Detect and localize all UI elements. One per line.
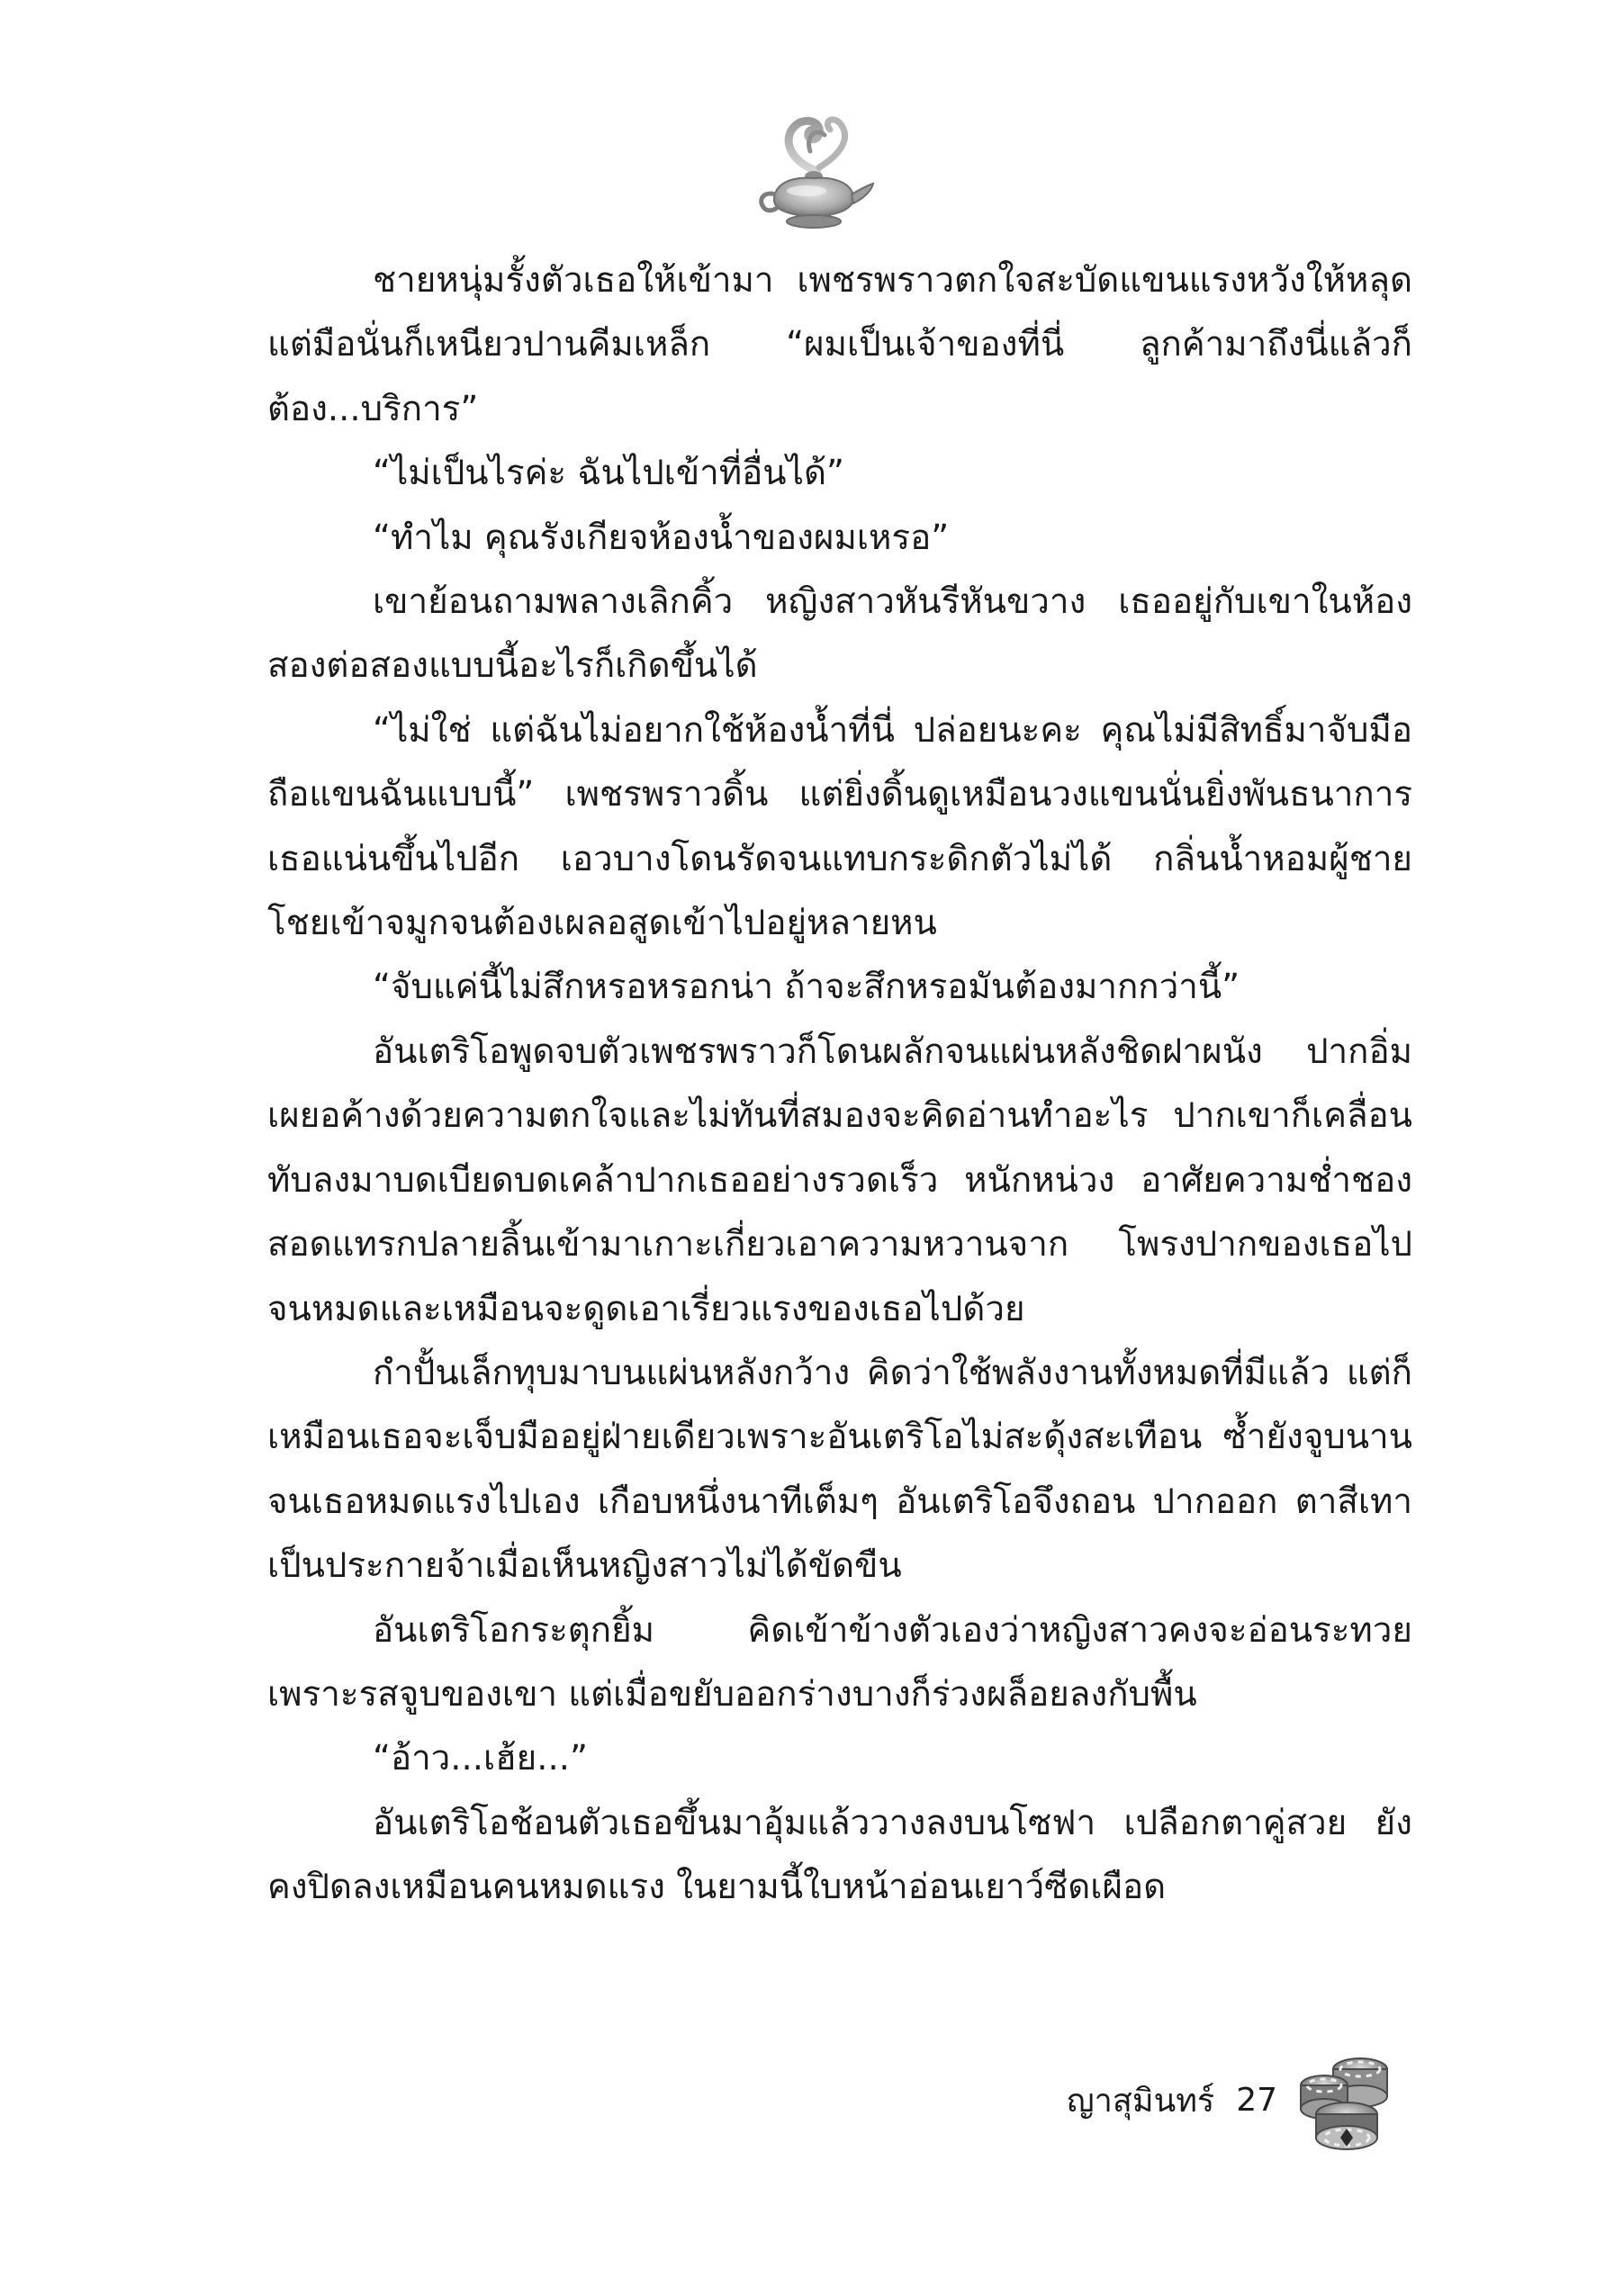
paragraph: “ทำไม คุณรังเกียจห้องน้ำของผมเหรอ” [373, 517, 950, 558]
chapter-body [267, 248, 1412, 1920]
author-name: ญาสุมินทร์ [1067, 2082, 1215, 2120]
paragraph: อันเตริโอพูดจบตัวเพชรพราวก็โดนผลักจนแผ่นหลังชิดฝาผนัง ปากอิ่มเผยอค้างด้วยความตกใจและไม่ทันที่สมองจะคิดอ่านทำอะไร ปากเขาก็เคลื่อนทับลงมาบดเบียดบดเคล้าปากเธออย่างรวดเร็ว หนักหน่วง อาศัยความช่ำชองสอดแทรกปลายลิ้นเข้ามาเกาะเกี่ยวเอาความหวานจาก โพรงปากของเธอไปจนหมดและเหมือนจะดูดเอาเรี่ยวแรงของเธอไปด้วย [267, 1031, 1412, 1329]
paragraph: “อ้าว...เฮ้ย...” [373, 1738, 588, 1779]
genie-lamp-icon [754, 108, 876, 234]
paragraph: “ไม่ใช่ แต่ฉันไม่อยากใช้ห้องน้ำที่นี่ ปล่อยนะคะ คุณไม่มีสิทธิ์มาจับมือถือแขนฉันแบบนี้” เพชรพราวดิ้น แต่ยิ่งดิ้นดูเหมือนวงแขนนั่นยิ่งพันธนาการเธอแน่นขึ้นไปอีก เอวบางโดนรัดจนแทบกระดิกตัวไม่ได้ กลิ่นน้ำหอมผู้ชายโชยเข้าจมูกจนต้องเผลอสูดเข้าไปอยู่หลายหน [267, 709, 1412, 944]
casino-chips-icon [1297, 2049, 1396, 2150]
paragraph: เขาย้อนถามพลางเลิกคิ้ว หญิงสาวหันรีหันขวาง เธออยู่กับเขาในห้องสองต่อสองแบบนี้อะไรก็เกิดขึ้นได้ [267, 581, 1412, 687]
paragraph: “ไม่เป็นไรค่ะ ฉันไปเข้าที่อื่นได้” [373, 453, 844, 494]
page-footer [1067, 2059, 1396, 2140]
paragraph: “จับแค่นี้ไม่สึกหรอหรอกน่า ถ้าจะสึกหรอมันต้องมากกว่านี้” [373, 967, 1240, 1008]
page-number: 27 [1236, 2081, 1278, 2119]
paragraph: ชายหนุ่มรั้งตัวเธอให้เข้ามา เพชรพราวตกใจสะบัดแขนแรงหวังให้หลุด แต่มือนั่นก็เหนียวปานคีมเหล็ก “ผมเป็นเจ้าของที่นี่ ลูกค้ามาถึงนี่แล้วก็ต้อง...บริการ” [267, 260, 1412, 429]
paragraph: กำปั้นเล็กทุบมาบนแผ่นหลังกว้าง คิดว่าใช้พลังงานทั้งหมดที่มีแล้ว แต่ก็เหมือนเธอจะเจ็บมืออยู่ฝ่ายเดียวเพราะอันเตริโอไม่สะดุ้งสะเทือน ซ้ำยังจูบนานจนเธอหมดแรงไปเอง เกือบหนึ่งนาทีเต็มๆ อันเตริโอจึงถอน ปากออก ตาสีเทาเป็นประกายจ้าเมื่อเห็นหญิงสาวไม่ได้ขัดขืน [267, 1352, 1412, 1587]
paragraph: อันเตริโอช้อนตัวเธอขึ้นมาอุ้มแล้ววางลงบนโซฟา เปลือกตาคู่สวย ยังคงปิดลงเหมือนคนหมดแรง ในยามนี้ใบหน้าอ่อนเยาว์ซีดเผือด [267, 1802, 1412, 1908]
paragraph: อันเตริโอกระตุกยิ้ม คิดเข้าข้างตัวเองว่าหญิงสาวคงจะอ่อนระทวย เพราะรสจูบของเขา แต่เมื่อขยับออกร่างบางก็ร่วงผล็อยลงกับพื้น [267, 1609, 1412, 1715]
